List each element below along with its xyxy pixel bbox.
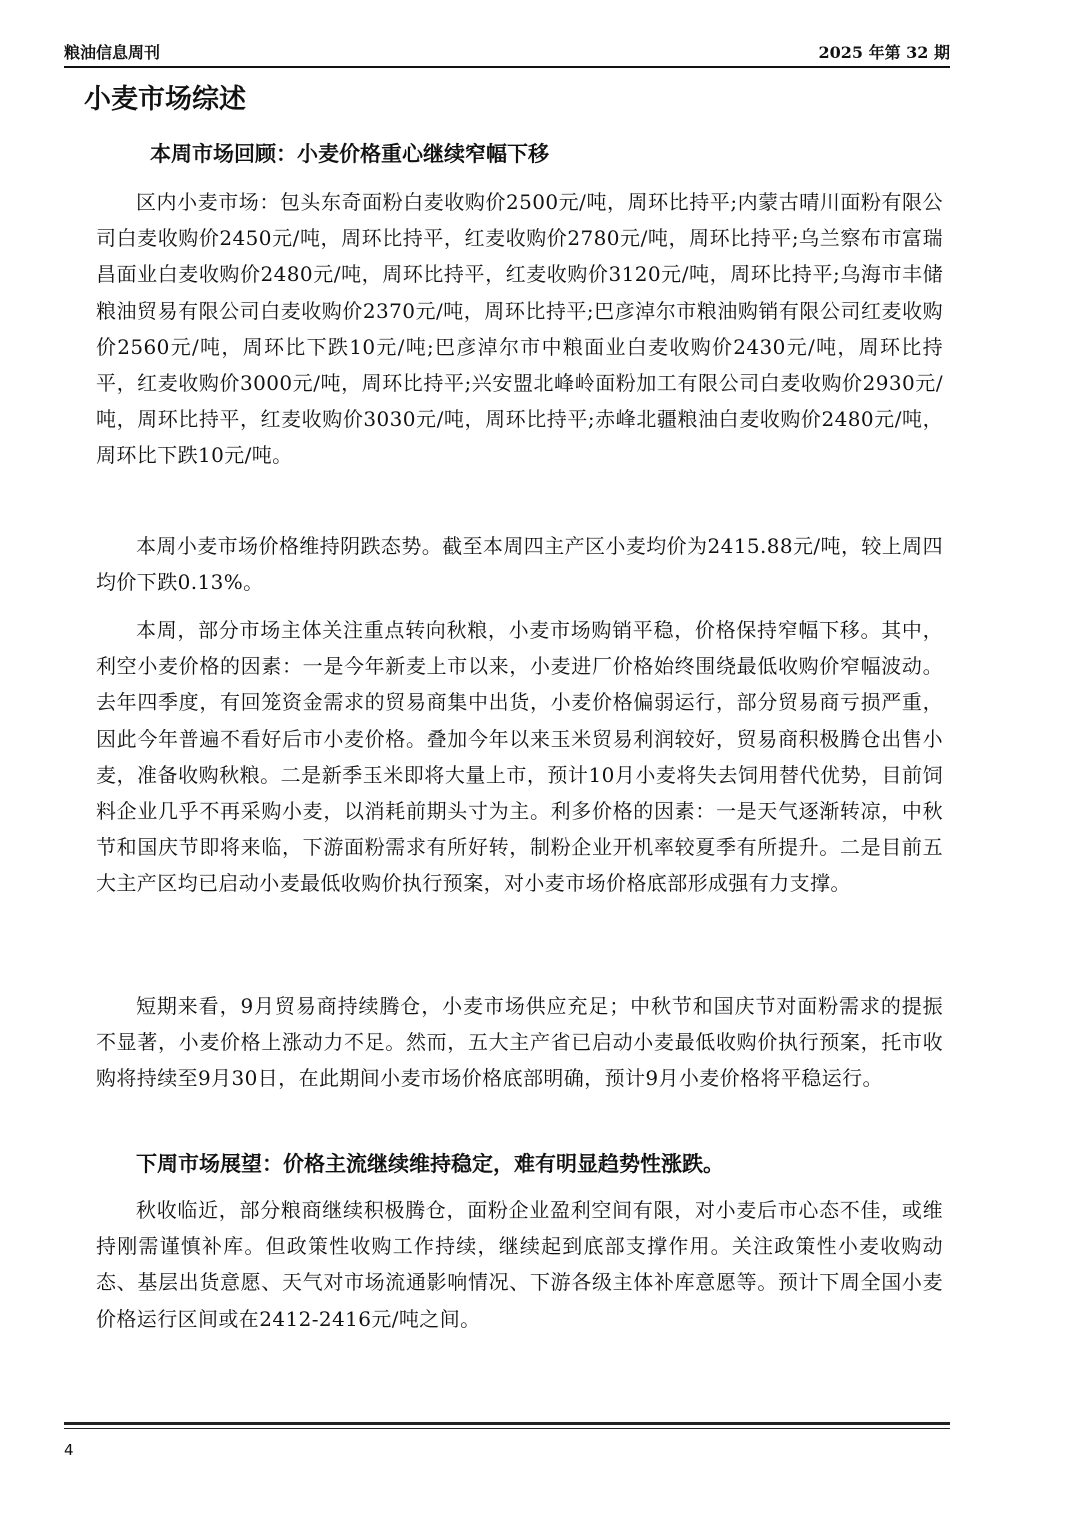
page-header <box>64 40 950 68</box>
footer-divider-thin-line <box>64 1428 950 1429</box>
outlook-paragraph: 秋收临近，部分粮商继续积极腾仓，面粉企业盈利空间有限，对小麦后市心态不佳，或维持刚需谨慎补库。但政策性收购工作持续，继续起到底部支撑作用。关注政策性小麦收购动态、基层出货意愿、天气对市场流通影响情况、下游各级主体补库意愿等。预计下周全国小麦价格运行区间或在2412-2416元/吨之间。 <box>96 1198 943 1331</box>
footer-divider <box>64 1422 950 1431</box>
footer-divider-thick-line <box>64 1422 950 1425</box>
outlook-heading: 下周市场展望：价格主流继续维持稳定，难有明显趋势性涨跌。 <box>136 1152 724 1176</box>
publication-name: 粮油信息周刊 <box>64 43 161 62</box>
review-heading: 本周市场回顾：小麦价格重心继续窄幅下移 <box>150 142 549 166</box>
review-paragraph-regional-prices: 区内小麦市场：包头东奇面粉白麦收购价2500元/吨，周环比持平;内蒙古晴川面粉有限公司白麦收购价2450元/吨，周环比持平，红麦收购价2780元/吨，周环比持平;乌兰察布市富瑞昌面业白麦收购价2480元/吨，周环比持平，红麦收购价3120元/吨，周环比持平;乌海市丰储粮油贸易有限公司白麦收购价2370元/吨，周环比持平;巴彦淖尔市粮油购销有限公司红麦收购价2560元/吨，周环比下跌10元/吨;巴彦淖尔市中粮面业白麦收购价2430元/吨，周环比持平，红麦收购价3000元/吨，周环比持平;兴安盟北峰岭面粉加工有限公司白麦收购价2930元/吨，周环比持平，红麦收购价3030元/吨，周环比持平;赤峰北疆粮油白麦收购价2480元/吨，周环比下跌10元/吨。 <box>96 190 943 468</box>
review-paragraph-factors: 本周，部分市场主体关注重点转向秋粮，小麦市场购销平稳，价格保持窄幅下移。其中，利空小麦价格的因素：一是今年新麦上市以来，小麦进厂价格始终围绕最低收购价窄幅波动。去年四季度，有回笼资金需求的贸易商集中出货，小麦价格偏弱运行，部分贸易商亏损严重，因此今年普遍不看好后市小麦价格。叠加今年以来玉米贸易利润较好，贸易商积极腾仓出售小麦，准备收购秋粮。二是新季玉米即将大量上市，预计10月小麦将失去饲用替代优势，目前饲料企业几乎不再采购小麦，以消耗前期头寸为主。利多价格的因素：一是天气逐渐转凉，中秋节和国庆节即将来临，下游面粉需求有所好转，制粉企业开机率较夏季有所提升。二是目前五大主产区均已启动小麦最低收购价执行预案，对小麦市场价格底部形成强有力支撑。 <box>96 618 943 896</box>
review-paragraph-average-price: 本周小麦市场价格维持阴跌态势。截至本周四主产区小麦均价为2415.88元/吨，较上周四均价下跌0.13%。 <box>96 534 943 595</box>
page-number: 4 <box>64 1441 74 1459</box>
review-paragraph-short-term: 短期来看，9月贸易商持续腾仓，小麦市场供应充足；中秋节和国庆节对面粉需求的提振不显著，小麦价格上涨动力不足。然而，五大主产省已启动小麦最低收购价执行预案，托市收购将持续至9月30日，在此期间小麦市场价格底部明确，预计9月小麦价格将平稳运行。 <box>96 994 943 1091</box>
issue-number: 2025 年第 32 期 <box>818 43 950 62</box>
section-title: 小麦市场综述 <box>84 84 246 115</box>
